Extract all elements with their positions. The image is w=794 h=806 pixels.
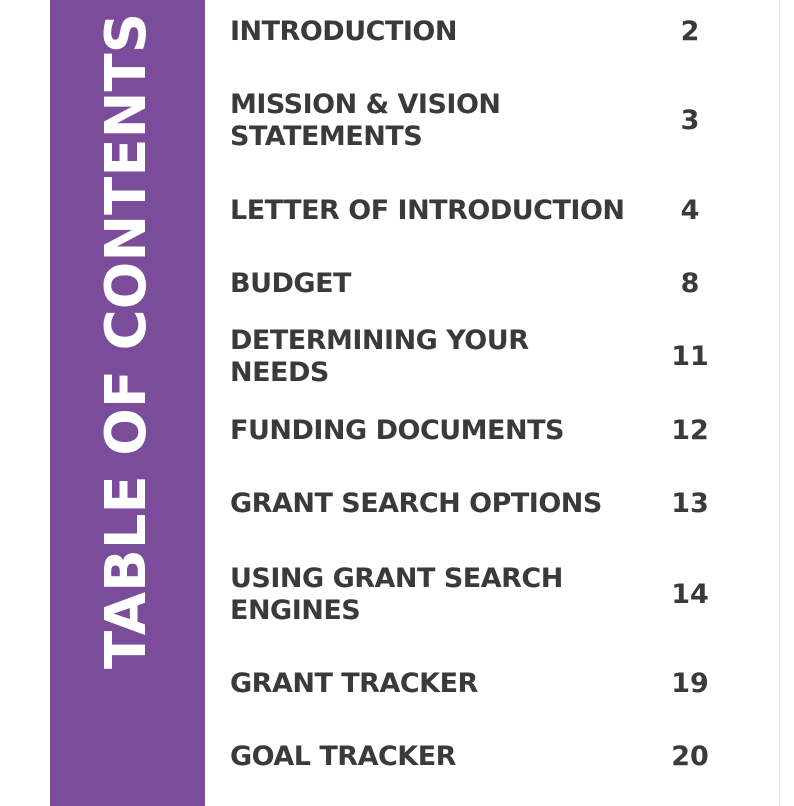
toc-entry-label[interactable]: GRANT TRACKER: [230, 668, 478, 699]
toc-entry-page: 20: [671, 741, 709, 772]
toc-entry-label[interactable]: BUDGET: [230, 268, 351, 299]
toc-entry-label[interactable]: DETERMINING YOUR NEEDS: [230, 325, 529, 388]
toc-entry-label[interactable]: INTRODUCTION: [230, 16, 457, 47]
toc-entry-page: 11: [671, 341, 709, 372]
toc-entry-page: 4: [680, 195, 700, 226]
toc-entry-label[interactable]: MISSION & VISION STATEMENTS: [230, 89, 501, 152]
toc-entry-label[interactable]: GRANT SEARCH OPTIONS: [230, 488, 602, 519]
toc-entry-page: 19: [671, 668, 709, 699]
toc-entry-page: 2: [680, 16, 700, 47]
toc-entry-page: 3: [680, 105, 700, 136]
toc-entry-page: 12: [671, 415, 709, 446]
sidebar-title: TABLE OF CONTENTS: [94, 12, 159, 670]
toc-entry-label[interactable]: FUNDING DOCUMENTS: [230, 415, 564, 446]
toc-entry-label[interactable]: LETTER OF INTRODUCTION: [230, 195, 625, 226]
toc-entry-page: 8: [680, 268, 700, 299]
page-edge-rule: [779, 0, 780, 806]
toc-entry-label[interactable]: GOAL TRACKER: [230, 741, 456, 772]
toc-entry-label[interactable]: USING GRANT SEARCH ENGINES: [230, 563, 563, 626]
toc-entry-page: 13: [671, 488, 709, 519]
toc-entry-page: 14: [671, 579, 709, 610]
